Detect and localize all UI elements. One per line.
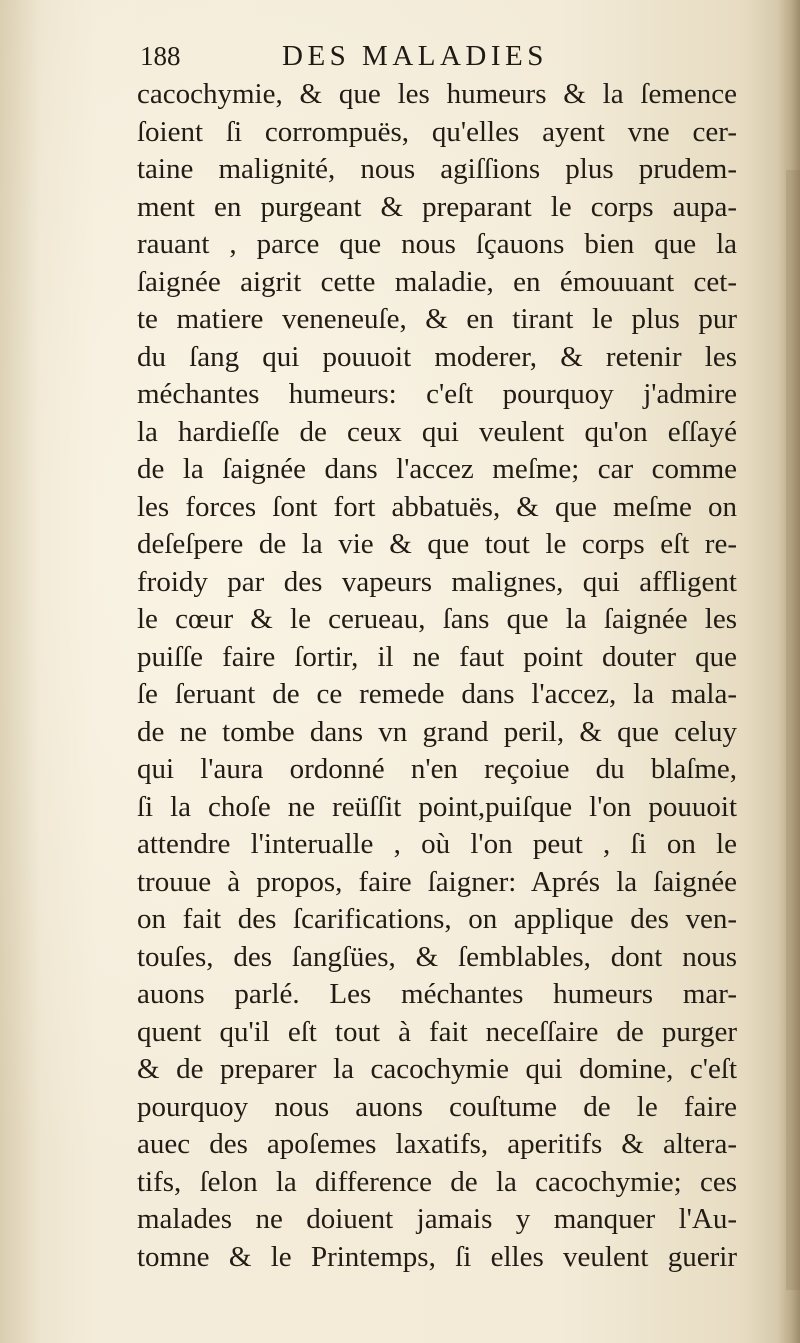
text-line: te matiere veneneuſe, & en tirant le plus pur: [137, 303, 737, 335]
text-line: trouue à propos, faire ſaigner: Aprés la ſaignée: [137, 865, 737, 898]
text-line: le cœur & le cerueau, ſans que la ſaignée les: [137, 603, 737, 635]
text-line: deſeſpere de la vie & que tout le corps eſt re-: [137, 528, 737, 560]
text-line: quent qu'il eſt tout à fait neceſſaire de purger: [137, 1015, 737, 1048]
text-line: on fait des ſcarifications, on applique des ven-: [137, 903, 737, 935]
text-line: les forces ſont fort abbatuës, & que meſme on: [137, 490, 737, 523]
text-line: méchantes humeurs: c'eſt pourquoy j'admire: [137, 378, 737, 410]
text-line: tifs, ſelon la difference de la cacochymie; ces: [137, 1165, 737, 1198]
text-line: qui l'aura ordonné n'en reçoiue du blaſme,: [137, 753, 737, 785]
text-line: la hardieſſe de ceux qui veulent qu'on eſſayé: [137, 415, 737, 448]
text-line: froidy par des vapeurs malignes, qui affligent: [137, 565, 737, 598]
text-line: auons parlé. Les méchantes humeurs mar-: [137, 978, 737, 1010]
page-edge: [778, 0, 800, 1343]
text-line: ſe ſeruant de ce remede dans l'accez, la mala-: [137, 678, 737, 710]
text-line: touſes, des ſangſües, & ſemblables, dont nous: [137, 940, 737, 973]
text-line: ſaignée aigrit cette maladie, en émouuant cet-: [137, 265, 737, 298]
text-line: ſoient ſi corrompuës, qu'elles ayent vne cer-: [137, 115, 737, 148]
text-line: pourquoy nous auons couſtume de le faire: [137, 1090, 737, 1123]
text-line: puiſſe faire ſortir, il ne faut point douter que: [137, 640, 737, 673]
text-line: tomne & le Printemps, ſi elles veulent guerir: [137, 1240, 737, 1273]
text-line: & de preparer la cacochymie qui domine, c'eſt: [137, 1053, 737, 1085]
text-line: attendre l'interualle , où l'on peut , ſi on le: [137, 828, 737, 860]
text-line: auec des apoſemes laxatifs, aperitifs & altera-: [137, 1128, 737, 1160]
text-line: rauant , parce que nous ſçauons bien que la: [137, 228, 737, 260]
body-text: [137, 76, 737, 1276]
text-line: ment en purgeant & preparant le corps aupa-: [137, 190, 737, 223]
text-line: cacochymie, & que les humeurs & la ſemence: [137, 78, 737, 110]
text-line: malades ne doiuent jamais y manquer l'Au-: [137, 1203, 737, 1235]
text-line: de ne tombe dans vn grand peril, & que celuy: [137, 715, 737, 748]
text-line: ſi la choſe ne reüſſit point,puiſque l'on pouuoit: [137, 790, 737, 823]
running-head: DES MALADIES: [282, 40, 548, 72]
gutter-shadow: [0, 0, 40, 1343]
text-line: de la ſaignée dans l'accez meſme; car comme: [137, 453, 737, 485]
text-line: taine malignité, nous agiſſions plus prudem-: [137, 153, 737, 185]
text-line: du ſang qui pouuoit moderer, & retenir les: [137, 340, 737, 373]
page-number: 188: [140, 41, 181, 71]
